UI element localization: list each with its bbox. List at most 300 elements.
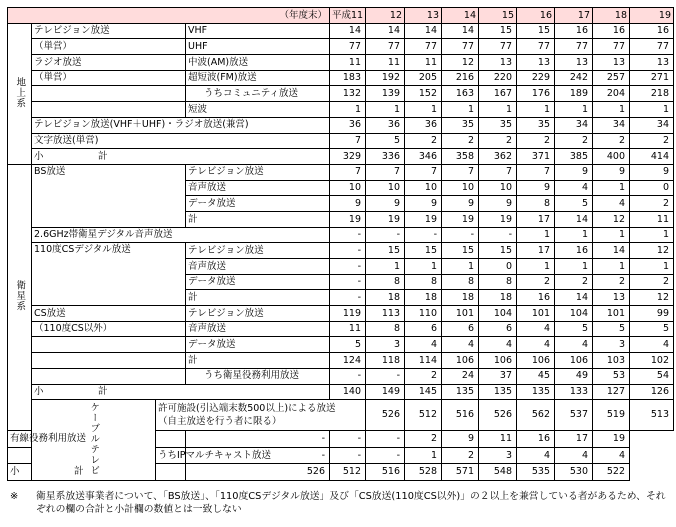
value-cell: 11 xyxy=(479,431,517,448)
value-cell: 2 xyxy=(479,133,517,149)
value-cell: 19 xyxy=(330,211,366,227)
value-cell: 135 xyxy=(479,384,517,400)
value-cell: 1 xyxy=(630,259,674,275)
value-cell: 4 xyxy=(517,337,555,353)
value-cell: 13 xyxy=(630,55,674,71)
value-cell: 16 xyxy=(555,23,593,39)
value-cell: 6 xyxy=(405,321,442,337)
value-cell: 2 xyxy=(630,196,674,212)
value-cell: 106 xyxy=(442,353,479,369)
value-cell: 2 xyxy=(630,274,674,290)
value-cell: 13 xyxy=(593,55,630,71)
value-cell: 14 xyxy=(555,211,593,227)
row-label-data: データ放送 xyxy=(186,274,330,290)
value-cell: 189 xyxy=(555,86,593,102)
section-terrestrial: 地上系 xyxy=(8,23,32,164)
value-cell: 167 xyxy=(479,86,517,102)
table-row xyxy=(8,102,674,118)
table-row xyxy=(8,133,674,149)
table-row xyxy=(8,243,674,259)
value-cell: 10 xyxy=(442,180,479,196)
value-cell: 16 xyxy=(593,23,630,39)
value-cell: 18 xyxy=(479,290,517,306)
value-cell: 522 xyxy=(593,464,630,481)
value-cell: 9 xyxy=(442,431,479,448)
row-label-total: 計 xyxy=(186,211,330,227)
table-row xyxy=(8,149,674,165)
value-cell: 15 xyxy=(366,243,405,259)
table-row xyxy=(8,384,674,400)
row-label-audio: 音声放送 xyxy=(186,321,330,337)
row-label-tv: テレビジョン放送 xyxy=(32,23,186,39)
row-label-audio: 音声放送 xyxy=(186,180,330,196)
value-cell: 1 xyxy=(330,102,366,118)
value-cell: 77 xyxy=(593,39,630,55)
value-cell: 12 xyxy=(442,55,479,71)
row-label-ip: うちIPマルチキャスト放送 xyxy=(156,447,186,464)
value-cell: 101 xyxy=(442,306,479,322)
table-row xyxy=(8,400,674,431)
value-cell: 526 xyxy=(366,400,405,431)
value-cell: 13 xyxy=(479,55,517,71)
value-cell: 358 xyxy=(442,149,479,165)
value-cell: 4 xyxy=(555,447,593,464)
value-cell: 106 xyxy=(555,353,593,369)
row-label-audio: 音声放送 xyxy=(186,259,330,275)
value-cell: 220 xyxy=(479,70,517,86)
year-header: 14 xyxy=(442,8,479,24)
row-label-yumu: 有線役務利用放送 xyxy=(8,431,186,448)
value-cell: 118 xyxy=(366,353,405,369)
value-cell: 2 xyxy=(517,133,555,149)
unit-label: （年度末） xyxy=(8,8,330,24)
footnote xyxy=(10,490,670,516)
value-cell: 204 xyxy=(593,86,630,102)
row-label-data: データ放送 xyxy=(186,196,330,212)
value-cell: - xyxy=(366,447,405,464)
value-cell: 77 xyxy=(405,39,442,55)
row-label-tanei: （単営） xyxy=(32,70,186,86)
table-row xyxy=(8,117,674,133)
value-cell: 11 xyxy=(405,55,442,71)
value-cell: 34 xyxy=(555,117,593,133)
value-cell: 218 xyxy=(630,86,674,102)
year-header: 19 xyxy=(630,8,674,24)
value-cell: - xyxy=(479,227,517,243)
value-cell: 9 xyxy=(555,164,593,180)
value-cell: 2 xyxy=(442,133,479,149)
value-cell: 152 xyxy=(405,86,442,102)
value-cell: 400 xyxy=(593,149,630,165)
value-cell: 19 xyxy=(593,431,630,448)
table-row xyxy=(8,227,674,243)
row-label-sat26: 2.6GHz帯衛星デジタル音声放送 xyxy=(32,227,330,243)
value-cell: 5 xyxy=(630,321,674,337)
note-mark: ※ xyxy=(10,491,19,502)
value-cell: 14 xyxy=(442,23,479,39)
value-cell: 4 xyxy=(479,337,517,353)
value-cell: 4 xyxy=(593,196,630,212)
row-label-tv-radio: テレビジョン放送(VHF＋UHF)・ラジオ放送(兼営) xyxy=(32,117,330,133)
value-cell: 4 xyxy=(630,337,674,353)
value-cell: 1 xyxy=(442,102,479,118)
value-cell: 1 xyxy=(555,227,593,243)
value-cell: 371 xyxy=(517,149,555,165)
value-cell: 1 xyxy=(442,259,479,275)
value-cell: 15 xyxy=(442,243,479,259)
value-cell: 34 xyxy=(593,117,630,133)
section-satellite: 衛星系 xyxy=(8,164,32,430)
value-cell: 35 xyxy=(442,117,479,133)
row-label-cs-eisei: うち衛星役務利用放送 xyxy=(186,368,330,384)
value-cell: 2 xyxy=(442,447,479,464)
value-cell: 119 xyxy=(330,306,366,322)
value-cell: 14 xyxy=(555,290,593,306)
value-cell: 1 xyxy=(366,259,405,275)
value-cell: 2 xyxy=(517,274,555,290)
value-cell: 2 xyxy=(405,133,442,149)
value-cell: 2 xyxy=(405,368,442,384)
value-cell: 99 xyxy=(630,306,674,322)
value-cell: 11 xyxy=(330,321,366,337)
table-row xyxy=(8,447,674,464)
value-cell: 1 xyxy=(479,102,517,118)
value-cell: 11 xyxy=(630,211,674,227)
value-cell: 16 xyxy=(630,23,674,39)
value-cell: 104 xyxy=(555,306,593,322)
value-cell: 8 xyxy=(366,321,405,337)
value-cell: 36 xyxy=(366,117,405,133)
value-cell: 16 xyxy=(517,431,555,448)
value-cell: 19 xyxy=(405,211,442,227)
value-cell: 16 xyxy=(517,290,555,306)
value-cell: 8 xyxy=(366,274,405,290)
value-cell: - xyxy=(366,431,405,448)
value-cell: 562 xyxy=(517,400,555,431)
value-cell: 9 xyxy=(405,196,442,212)
value-cell: 145 xyxy=(405,384,442,400)
row-label-empty xyxy=(32,337,186,353)
row-label-bs: BS放送 xyxy=(32,164,186,227)
value-cell: 1 xyxy=(630,102,674,118)
value-cell: 77 xyxy=(366,39,405,55)
value-cell: 10 xyxy=(405,180,442,196)
table-row xyxy=(8,353,674,369)
value-cell: 18 xyxy=(405,290,442,306)
value-cell: 36 xyxy=(405,117,442,133)
row-label-kyoka: 許可施設(引込端末数500以上)による放送 （自主放送を行う者に限る） xyxy=(156,400,366,431)
value-cell: 19 xyxy=(442,211,479,227)
value-cell: 571 xyxy=(442,464,479,481)
value-cell: 1 xyxy=(517,102,555,118)
value-cell: 9 xyxy=(517,180,555,196)
value-cell: - xyxy=(330,227,366,243)
row-label-cs110: 110度CSデジタル放送 xyxy=(32,243,186,306)
value-cell: 5 xyxy=(366,133,405,149)
value-cell: 16 xyxy=(555,243,593,259)
value-cell: 7 xyxy=(330,164,366,180)
value-cell: 271 xyxy=(630,70,674,86)
value-cell: 3 xyxy=(479,447,517,464)
value-cell: 106 xyxy=(479,353,517,369)
value-cell: 2 xyxy=(630,133,674,149)
value-cell: 526 xyxy=(479,400,517,431)
value-cell: 530 xyxy=(555,464,593,481)
value-cell: 183 xyxy=(330,70,366,86)
row-label-empty xyxy=(32,102,186,118)
value-cell: 7 xyxy=(442,164,479,180)
value-cell: 7 xyxy=(405,164,442,180)
value-cell: 7 xyxy=(366,164,405,180)
value-cell: 329 xyxy=(330,149,366,165)
value-cell: - xyxy=(330,368,366,384)
value-cell: 6 xyxy=(442,321,479,337)
value-cell: 124 xyxy=(330,353,366,369)
value-cell: 110 xyxy=(405,306,442,322)
value-cell: 77 xyxy=(517,39,555,55)
value-cell: 1 xyxy=(593,227,630,243)
value-cell: 2 xyxy=(593,133,630,149)
row-label-tv: テレビジョン放送 xyxy=(186,243,330,259)
value-cell: 14 xyxy=(405,23,442,39)
value-cell: 1 xyxy=(405,102,442,118)
value-cell: 37 xyxy=(479,368,517,384)
value-cell: 113 xyxy=(366,306,405,322)
value-cell: 4 xyxy=(405,337,442,353)
value-cell: 35 xyxy=(517,117,555,133)
value-cell: 1 xyxy=(517,259,555,275)
row-label-vhf: VHF xyxy=(186,23,330,39)
value-cell: 15 xyxy=(479,243,517,259)
value-cell: 15 xyxy=(517,23,555,39)
value-cell: 512 xyxy=(405,400,442,431)
value-cell: 537 xyxy=(555,400,593,431)
value-cell: 24 xyxy=(442,368,479,384)
value-cell: 126 xyxy=(630,384,674,400)
value-cell: 106 xyxy=(517,353,555,369)
table-row xyxy=(8,337,674,353)
value-cell: 11 xyxy=(366,55,405,71)
table-row xyxy=(8,368,674,384)
table-row xyxy=(8,321,674,337)
value-cell: 2 xyxy=(555,133,593,149)
value-cell: 1 xyxy=(555,102,593,118)
value-cell: 5 xyxy=(555,321,593,337)
value-cell: 103 xyxy=(593,353,630,369)
value-cell: 17 xyxy=(517,211,555,227)
value-cell: 4 xyxy=(555,337,593,353)
value-cell: 1 xyxy=(405,259,442,275)
value-cell: 3 xyxy=(366,337,405,353)
value-cell: 512 xyxy=(330,464,366,481)
value-cell: 7 xyxy=(517,164,555,180)
value-cell: 17 xyxy=(517,243,555,259)
value-cell: 9 xyxy=(479,196,517,212)
value-cell: 9 xyxy=(330,196,366,212)
value-cell: 0 xyxy=(630,180,674,196)
value-cell: 49 xyxy=(555,368,593,384)
value-cell: 8 xyxy=(405,274,442,290)
value-cell: 4 xyxy=(555,180,593,196)
value-cell: 1 xyxy=(405,447,442,464)
value-cell: 9 xyxy=(630,164,674,180)
value-cell: 2 xyxy=(593,274,630,290)
row-label-data: データ放送 xyxy=(186,337,330,353)
table-row xyxy=(8,464,674,481)
value-cell: 535 xyxy=(517,464,555,481)
row-label-empty xyxy=(32,86,186,102)
value-cell: 132 xyxy=(330,86,366,102)
value-cell: 104 xyxy=(479,306,517,322)
value-cell: 519 xyxy=(593,400,630,431)
row-label-subtotal: 小 計 xyxy=(32,384,330,400)
value-cell: 513 xyxy=(630,400,674,431)
value-cell: 216 xyxy=(442,70,479,86)
value-cell: 45 xyxy=(517,368,555,384)
table-row xyxy=(8,55,674,71)
value-cell: 163 xyxy=(442,86,479,102)
value-cell: 242 xyxy=(555,70,593,86)
value-cell: 114 xyxy=(405,353,442,369)
value-cell: 11 xyxy=(330,55,366,71)
value-cell: 9 xyxy=(442,196,479,212)
value-cell: - xyxy=(405,227,442,243)
value-cell: - xyxy=(330,259,366,275)
value-cell: 1 xyxy=(593,102,630,118)
value-cell: 1 xyxy=(593,180,630,196)
note-text: 衛星系放送事業者について、「BS放送」、「110度CSデジタル放送」及び「CS放送(110度CS以外)」の２以上を兼営している者があるため、それぞれの欄の合計と小計欄の数値とは一致しない xyxy=(36,491,666,515)
row-label-radio: ラジオ放送 xyxy=(32,55,186,71)
value-cell: 34 xyxy=(630,117,674,133)
value-cell: 4 xyxy=(442,337,479,353)
value-cell: 548 xyxy=(479,464,517,481)
value-cell: 13 xyxy=(517,55,555,71)
value-cell: 5 xyxy=(593,321,630,337)
value-cell: 12 xyxy=(593,211,630,227)
value-cell: 9 xyxy=(366,196,405,212)
value-cell: 176 xyxy=(517,86,555,102)
value-cell: 13 xyxy=(555,55,593,71)
table-row xyxy=(8,23,674,39)
section-cable: ケーブルテレビ xyxy=(32,400,156,481)
year-header: 17 xyxy=(555,8,593,24)
table-row xyxy=(8,39,674,55)
value-cell: 1 xyxy=(366,102,405,118)
value-cell: 8 xyxy=(517,196,555,212)
value-cell: 192 xyxy=(366,70,405,86)
value-cell: 19 xyxy=(479,211,517,227)
row-label-cs-not110: （110度CS以外） xyxy=(32,321,186,337)
value-cell: 127 xyxy=(593,384,630,400)
value-cell: 4 xyxy=(517,321,555,337)
broadcaster-count-table xyxy=(7,7,674,481)
row-label-total: 計 xyxy=(186,353,330,369)
value-cell: - xyxy=(442,227,479,243)
value-cell: 2 xyxy=(405,431,442,448)
year-header: 15 xyxy=(479,8,517,24)
value-cell: 7 xyxy=(479,164,517,180)
row-label-moji: 文字放送(単営) xyxy=(32,133,330,149)
value-cell: 35 xyxy=(479,117,517,133)
value-cell: 7 xyxy=(330,133,366,149)
value-cell: 346 xyxy=(405,149,442,165)
value-cell: - xyxy=(330,243,366,259)
value-cell: 2 xyxy=(555,274,593,290)
value-cell: 526 xyxy=(186,464,330,481)
row-label-tv: テレビジョン放送 xyxy=(186,164,330,180)
value-cell: 8 xyxy=(442,274,479,290)
value-cell: 5 xyxy=(330,337,366,353)
year-header: 16 xyxy=(517,8,555,24)
value-cell: 54 xyxy=(630,368,674,384)
value-cell: 77 xyxy=(479,39,517,55)
year-header: 平成11 xyxy=(330,8,366,24)
value-cell: 3 xyxy=(593,337,630,353)
value-cell: - xyxy=(186,447,330,464)
row-label-subtotal: 小 計 xyxy=(8,464,186,481)
value-cell: 229 xyxy=(517,70,555,86)
value-cell: - xyxy=(186,431,330,448)
value-cell: 101 xyxy=(517,306,555,322)
value-cell: 15 xyxy=(479,23,517,39)
value-cell: 133 xyxy=(555,384,593,400)
value-cell: 10 xyxy=(366,180,405,196)
value-cell: 77 xyxy=(330,39,366,55)
value-cell: 1 xyxy=(630,227,674,243)
value-cell: 18 xyxy=(442,290,479,306)
value-cell: 77 xyxy=(442,39,479,55)
value-cell: 362 xyxy=(479,149,517,165)
year-header: 18 xyxy=(593,8,630,24)
value-cell: 10 xyxy=(479,180,517,196)
value-cell: 10 xyxy=(330,180,366,196)
value-cell: 12 xyxy=(630,243,674,259)
value-cell: 14 xyxy=(330,23,366,39)
value-cell: 6 xyxy=(479,321,517,337)
value-cell: - xyxy=(330,274,366,290)
value-cell: 1 xyxy=(517,227,555,243)
year-header: 13 xyxy=(405,8,442,24)
value-cell: 0 xyxy=(479,259,517,275)
value-cell: 135 xyxy=(442,384,479,400)
value-cell: 257 xyxy=(593,70,630,86)
value-cell: 4 xyxy=(593,447,630,464)
value-cell: 77 xyxy=(630,39,674,55)
value-cell: - xyxy=(330,290,366,306)
value-cell: 4 xyxy=(517,447,555,464)
value-cell: 101 xyxy=(593,306,630,322)
row-label-tv: テレビジョン放送 xyxy=(186,306,330,322)
row-label-tanei: （単営） xyxy=(32,39,186,55)
header-row xyxy=(8,8,674,24)
value-cell: 77 xyxy=(555,39,593,55)
table-row xyxy=(8,70,674,86)
value-cell: 140 xyxy=(330,384,366,400)
value-cell: - xyxy=(330,447,366,464)
value-cell: 139 xyxy=(366,86,405,102)
row-label-empty xyxy=(32,353,186,369)
value-cell: 336 xyxy=(366,149,405,165)
value-cell: 8 xyxy=(479,274,517,290)
row-label-fm: 超短波(FM)放送 xyxy=(186,70,330,86)
value-cell: 1 xyxy=(593,259,630,275)
value-cell: 17 xyxy=(555,431,593,448)
value-cell: 14 xyxy=(593,243,630,259)
value-cell: 5 xyxy=(555,196,593,212)
value-cell: 14 xyxy=(366,23,405,39)
value-cell: 528 xyxy=(405,464,442,481)
value-cell: 102 xyxy=(630,353,674,369)
